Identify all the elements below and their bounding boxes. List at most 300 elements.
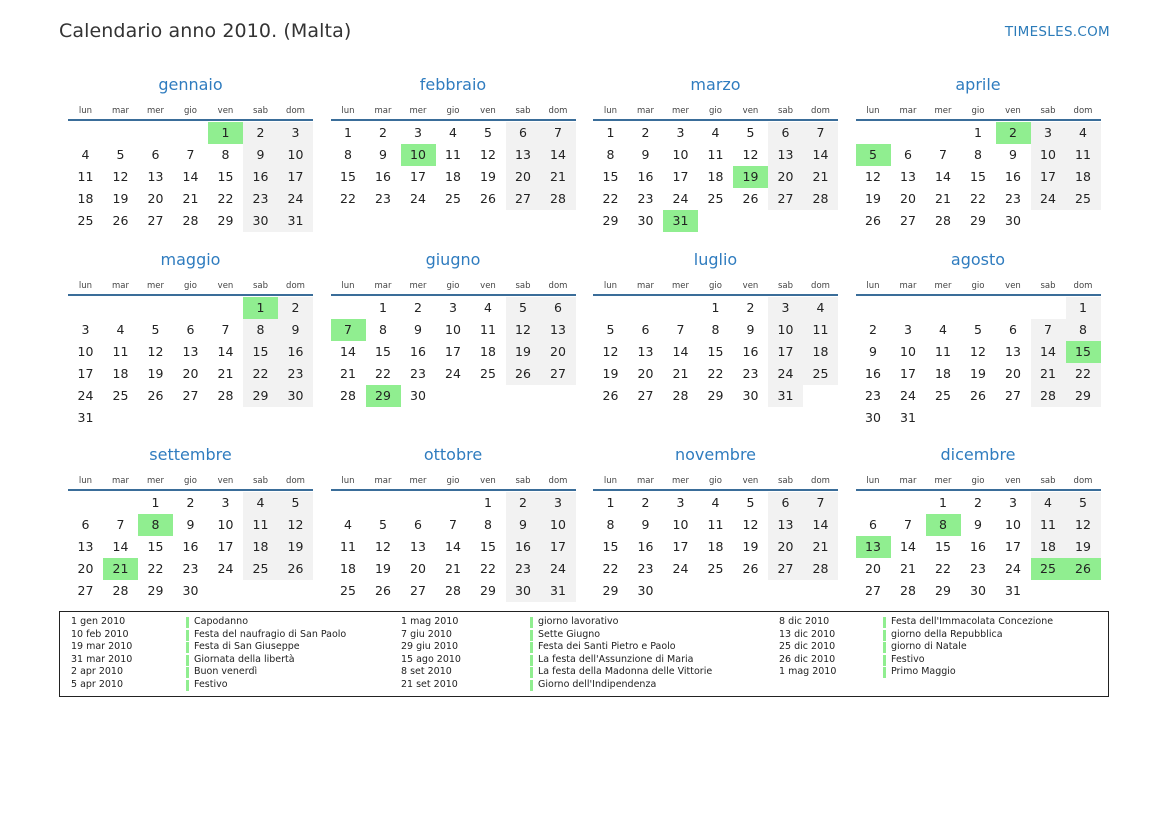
header-rule xyxy=(856,489,1101,491)
legend-names-column xyxy=(530,616,712,692)
day-cell: 3 xyxy=(541,492,576,514)
legend-date: 5 apr 2010 xyxy=(71,678,124,690)
week-row xyxy=(331,363,576,385)
empty-cell xyxy=(331,492,366,514)
day-cell: 26 xyxy=(375,583,391,598)
day-cell: 26 xyxy=(742,561,759,576)
day-cell: 12 xyxy=(602,344,619,359)
day-cell: 2 xyxy=(746,300,755,315)
weekday-label: dom xyxy=(1073,106,1093,116)
day-cell: 5 xyxy=(151,322,160,337)
day-cell: 30 xyxy=(243,210,278,232)
header-rule xyxy=(68,294,313,296)
day-cell: 19 xyxy=(865,191,881,206)
week-row xyxy=(68,297,313,319)
day-cell: 14 xyxy=(182,169,199,184)
day-cell: 22 xyxy=(147,561,164,576)
empty-cell xyxy=(663,580,698,602)
week-row xyxy=(856,558,1101,580)
day-cell: 5 xyxy=(746,125,755,140)
day-cell: 21 xyxy=(672,366,689,381)
day-cell: 11 xyxy=(112,344,129,359)
week-row xyxy=(593,514,838,536)
week-row xyxy=(856,319,1101,341)
day-cell: 24 xyxy=(768,363,803,385)
holiday-day-cell: 13 xyxy=(856,536,891,558)
empty-cell xyxy=(1066,580,1101,602)
site-link[interactable]: TIMESLES.COM xyxy=(1004,24,1110,40)
day-cell: 27 xyxy=(147,213,164,228)
day-cell: 9 xyxy=(641,517,650,532)
day-cell: 4 xyxy=(484,300,492,315)
day-cell: 27 xyxy=(768,558,803,580)
weekday-label: mer xyxy=(146,106,164,116)
day-cell: 17 xyxy=(410,169,426,184)
day-cell: 18 xyxy=(1031,536,1066,558)
weekday-label: ven xyxy=(480,476,496,486)
week-row xyxy=(856,407,1101,429)
day-cell: 4 xyxy=(1066,122,1101,144)
day-cell: 20 xyxy=(147,191,164,206)
legend-holiday-name: Festa dell'Immacolata Concezione xyxy=(883,616,1053,629)
empty-cell xyxy=(733,580,768,602)
empty-cell xyxy=(856,122,891,144)
header-rule xyxy=(331,489,576,491)
day-cell: 3 xyxy=(221,495,230,510)
day-cell: 31 xyxy=(541,580,576,602)
day-cell: 9 xyxy=(641,147,650,162)
empty-cell xyxy=(996,407,1031,429)
day-cell: 30 xyxy=(865,410,881,425)
weekday-label: dom xyxy=(548,476,568,486)
empty-cell xyxy=(926,122,961,144)
week-row xyxy=(856,363,1101,385)
day-cell: 29 xyxy=(243,385,278,407)
day-cell: 3 xyxy=(449,300,457,315)
day-cell: 30 xyxy=(506,580,541,602)
month-novembre xyxy=(593,444,838,598)
weekday-label: gio xyxy=(446,476,460,486)
header-rule xyxy=(68,489,313,491)
day-cell: 6 xyxy=(641,322,650,337)
page-title: Calendario anno 2010. (Malta) xyxy=(59,20,352,42)
day-cell: 5 xyxy=(974,322,982,337)
day-cell: 18 xyxy=(707,169,724,184)
day-cell: 7 xyxy=(803,492,838,514)
day-cell: 11 xyxy=(1031,514,1066,536)
day-cell: 17 xyxy=(1005,539,1021,554)
day-cell: 10 xyxy=(672,147,689,162)
empty-cell xyxy=(366,492,401,514)
empty-cell xyxy=(173,407,208,429)
day-cell: 26 xyxy=(147,388,164,403)
day-cell: 27 xyxy=(182,388,199,403)
day-cell: 19 xyxy=(278,536,313,558)
empty-cell xyxy=(961,407,996,429)
day-grid xyxy=(856,492,1101,602)
holiday-day-cell: 5 xyxy=(856,144,891,166)
week-row xyxy=(331,188,576,210)
day-cell: 27 xyxy=(900,213,916,228)
day-cell: 10 xyxy=(1005,517,1021,532)
day-cell: 10 xyxy=(278,144,313,166)
day-cell: 10 xyxy=(217,517,234,532)
day-cell: 19 xyxy=(970,366,986,381)
day-cell: 16 xyxy=(742,344,759,359)
empty-cell xyxy=(961,297,996,319)
month-luglio xyxy=(593,249,838,403)
empty-cell xyxy=(926,297,961,319)
empty-cell xyxy=(891,122,926,144)
day-cell: 21 xyxy=(900,561,916,576)
day-cell: 9 xyxy=(414,322,422,337)
legend-date: 29 giu 2010 xyxy=(401,641,458,653)
day-cell: 18 xyxy=(445,169,461,184)
day-cell: 4 xyxy=(243,492,278,514)
day-cell: 16 xyxy=(637,169,654,184)
day-cell: 22 xyxy=(340,191,356,206)
day-cell: 13 xyxy=(506,144,541,166)
holiday-day-cell: 8 xyxy=(138,514,173,536)
day-cell: 29 xyxy=(1066,385,1101,407)
day-cell: 7 xyxy=(541,122,576,144)
weekday-label: mar xyxy=(637,476,654,486)
day-cell: 2 xyxy=(869,322,877,337)
day-cell: 4 xyxy=(81,147,90,162)
day-cell: 17 xyxy=(77,366,94,381)
empty-cell xyxy=(278,407,313,429)
day-cell: 18 xyxy=(340,561,356,576)
day-cell: 1 xyxy=(711,300,720,315)
day-cell: 23 xyxy=(506,558,541,580)
weekday-label: mer xyxy=(934,106,952,116)
week-row xyxy=(331,514,576,536)
holiday-day-cell: 21 xyxy=(103,558,138,580)
day-cell: 10 xyxy=(672,517,689,532)
weekday-label: mar xyxy=(112,281,129,291)
week-row xyxy=(68,536,313,558)
day-cell: 3 xyxy=(81,322,90,337)
day-cell: 12 xyxy=(1066,514,1101,536)
day-cell: 19 xyxy=(506,341,541,363)
week-row xyxy=(856,536,1101,558)
day-cell: 1 xyxy=(606,125,615,140)
day-cell: 15 xyxy=(602,169,619,184)
day-cell: 12 xyxy=(506,319,541,341)
weekday-label: lun xyxy=(341,476,355,486)
day-cell: 28 xyxy=(900,583,916,598)
week-row xyxy=(68,188,313,210)
day-cell: 1 xyxy=(974,125,982,140)
day-cell: 1 xyxy=(379,300,387,315)
empty-cell xyxy=(103,492,138,514)
legend-date: 1 mag 2010 xyxy=(401,616,459,627)
weekday-label: dom xyxy=(811,281,830,291)
weekday-label: ven xyxy=(217,281,234,291)
day-cell: 20 xyxy=(768,536,803,558)
day-cell: 15 xyxy=(707,344,724,359)
day-cell: 21 xyxy=(182,191,199,206)
day-cell: 18 xyxy=(480,344,496,359)
day-cell: 25 xyxy=(1066,188,1101,210)
day-cell: 6 xyxy=(151,147,160,162)
month-name: settembre xyxy=(149,445,232,464)
empty-cell xyxy=(768,580,803,602)
day-cell: 15 xyxy=(340,169,356,184)
holiday-day-cell: 10 xyxy=(401,144,436,166)
weekday-label: gio xyxy=(184,476,197,486)
day-cell: 14 xyxy=(340,344,356,359)
day-cell: 23 xyxy=(375,191,391,206)
week-row xyxy=(856,580,1101,602)
weekday-label: mer xyxy=(934,281,952,291)
day-cell: 13 xyxy=(410,539,426,554)
empty-cell xyxy=(891,492,926,514)
weekday-label: dom xyxy=(286,106,305,116)
week-row xyxy=(331,166,576,188)
day-cell: 14 xyxy=(935,169,951,184)
day-cell: 27 xyxy=(541,363,576,385)
day-grid xyxy=(68,122,313,232)
day-cell: 20 xyxy=(637,366,654,381)
day-cell: 5 xyxy=(116,147,125,162)
week-row xyxy=(593,341,838,363)
holiday-day-cell: 29 xyxy=(366,385,401,407)
day-cell: 21 xyxy=(217,366,234,381)
week-row xyxy=(331,536,576,558)
week-row xyxy=(331,319,576,341)
weekday-header xyxy=(331,279,576,293)
empty-cell xyxy=(891,297,926,319)
day-cell: 9 xyxy=(1009,147,1017,162)
week-row xyxy=(68,407,313,429)
day-cell: 23 xyxy=(410,366,426,381)
day-cell: 4 xyxy=(711,125,720,140)
day-cell: 26 xyxy=(278,558,313,580)
week-row xyxy=(68,514,313,536)
day-cell: 30 xyxy=(742,388,759,403)
day-cell: 24 xyxy=(410,191,426,206)
day-cell: 24 xyxy=(278,188,313,210)
day-cell: 21 xyxy=(1031,363,1066,385)
month-name: ottobre xyxy=(423,445,483,464)
header-rule xyxy=(331,294,576,296)
legend-holiday-name: giorno lavorativo xyxy=(530,616,712,629)
day-cell: 29 xyxy=(602,213,619,228)
day-cell: 21 xyxy=(803,166,838,188)
day-cell: 31 xyxy=(278,210,313,232)
weekday-label: mar xyxy=(374,476,392,486)
legend-date: 13 dic 2010 xyxy=(779,628,836,640)
day-cell: 16 xyxy=(865,366,881,381)
week-row xyxy=(856,188,1101,210)
weekday-label: mer xyxy=(146,476,164,486)
day-cell: 9 xyxy=(869,344,877,359)
day-cell: 18 xyxy=(935,366,951,381)
day-cell: 29 xyxy=(602,583,619,598)
weekday-header xyxy=(856,279,1101,293)
day-cell: 5 xyxy=(506,297,541,319)
day-cell: 25 xyxy=(803,363,838,385)
day-cell: 21 xyxy=(541,166,576,188)
month-name: dicembre xyxy=(940,445,1016,464)
day-cell: 27 xyxy=(865,583,881,598)
weekday-label: gio xyxy=(971,281,985,291)
day-cell: 8 xyxy=(379,322,387,337)
day-cell: 7 xyxy=(449,517,457,532)
day-cell: 3 xyxy=(1009,495,1017,510)
day-cell: 3 xyxy=(676,125,685,140)
weekday-label: ven xyxy=(742,106,759,116)
legend-names-column xyxy=(883,616,1053,679)
day-cell: 31 xyxy=(768,385,803,407)
day-cell: 18 xyxy=(707,539,724,554)
legend-holiday-name: Buon venerdì xyxy=(186,666,346,679)
holiday-day-cell: 15 xyxy=(1066,341,1101,363)
day-cell: 3 xyxy=(414,125,422,140)
day-cell: 7 xyxy=(1031,319,1066,341)
day-cell: 31 xyxy=(77,410,94,425)
week-row xyxy=(68,363,313,385)
empty-cell xyxy=(733,210,768,232)
day-cell: 11 xyxy=(707,147,724,162)
empty-cell xyxy=(593,297,628,319)
day-cell: 16 xyxy=(278,341,313,363)
empty-cell xyxy=(1031,210,1066,232)
empty-cell xyxy=(68,297,103,319)
legend-holiday-name: Giorno dell'Indipendenza xyxy=(530,679,712,692)
day-cell: 1 xyxy=(939,495,947,510)
weekday-label: gio xyxy=(184,106,197,116)
day-cell: 11 xyxy=(480,322,496,337)
month-name: agosto xyxy=(950,250,1006,269)
day-cell: 12 xyxy=(742,147,759,162)
day-cell: 7 xyxy=(186,147,195,162)
day-grid xyxy=(68,297,313,429)
day-cell: 27 xyxy=(77,583,94,598)
legend-date: 8 set 2010 xyxy=(401,666,452,678)
day-cell: 8 xyxy=(606,147,615,162)
day-cell: 25 xyxy=(77,213,94,228)
day-cell: 5 xyxy=(379,517,387,532)
day-cell: 27 xyxy=(410,583,426,598)
day-cell: 4 xyxy=(711,495,720,510)
day-cell: 19 xyxy=(1066,536,1101,558)
month-name: maggio xyxy=(160,250,221,269)
legend-holiday-name: Festa del naufragio di San Paolo xyxy=(186,629,346,642)
header-rule xyxy=(68,119,313,121)
weekday-label: lun xyxy=(341,106,355,116)
day-cell: 17 xyxy=(278,166,313,188)
day-cell: 1 xyxy=(606,495,615,510)
empty-cell xyxy=(1031,407,1066,429)
day-cell: 13 xyxy=(77,539,94,554)
day-cell: 24 xyxy=(900,388,916,403)
empty-cell xyxy=(436,492,471,514)
legend-date: 15 ago 2010 xyxy=(401,653,461,665)
weekday-label: mer xyxy=(934,476,952,486)
day-cell: 13 xyxy=(768,514,803,536)
day-cell: 12 xyxy=(278,514,313,536)
weekday-label: gio xyxy=(709,281,722,291)
weekday-label: sab xyxy=(252,281,269,291)
weekday-label: sab xyxy=(777,476,794,486)
day-cell: 15 xyxy=(147,539,164,554)
weekday-label: mar xyxy=(112,476,129,486)
weekday-label: dom xyxy=(548,281,568,291)
day-cell: 23 xyxy=(182,561,199,576)
weekday-label: lun xyxy=(603,106,618,116)
week-row xyxy=(856,514,1101,536)
day-cell: 22 xyxy=(602,561,619,576)
week-row xyxy=(68,166,313,188)
month-name: marzo xyxy=(690,75,741,94)
day-cell: 2 xyxy=(278,297,313,319)
day-cell: 25 xyxy=(480,366,496,381)
holiday-day-cell: 25 xyxy=(1031,558,1066,580)
day-cell: 14 xyxy=(900,539,916,554)
empty-cell xyxy=(803,385,838,407)
weekday-label: ven xyxy=(217,106,234,116)
day-cell: 9 xyxy=(746,322,755,337)
day-cell: 22 xyxy=(707,366,724,381)
weekday-label: ven xyxy=(217,476,234,486)
empty-cell xyxy=(698,580,733,602)
day-cell: 22 xyxy=(935,561,951,576)
day-cell: 20 xyxy=(541,341,576,363)
day-cell: 12 xyxy=(742,517,759,532)
day-cell: 16 xyxy=(1005,169,1021,184)
day-cell: 8 xyxy=(711,322,720,337)
weekday-label: gio xyxy=(709,106,722,116)
day-cell: 24 xyxy=(445,366,461,381)
day-cell: 11 xyxy=(1066,144,1101,166)
day-cell: 17 xyxy=(672,169,689,184)
day-cell: 3 xyxy=(676,495,685,510)
month-gennaio xyxy=(68,74,313,228)
week-row xyxy=(593,492,838,514)
legend-holiday-name: giorno della Repubblica xyxy=(883,629,1053,642)
day-cell: 14 xyxy=(672,344,689,359)
day-cell: 18 xyxy=(803,341,838,363)
day-grid xyxy=(593,122,838,232)
day-cell: 22 xyxy=(243,363,278,385)
day-cell: 19 xyxy=(147,366,164,381)
day-cell: 4 xyxy=(116,322,125,337)
empty-cell xyxy=(68,492,103,514)
week-row xyxy=(856,166,1101,188)
day-cell: 7 xyxy=(221,322,230,337)
day-cell: 31 xyxy=(1005,583,1021,598)
weekday-label: mer xyxy=(671,106,689,116)
day-cell: 4 xyxy=(449,125,457,140)
legend-holiday-name: Festa dei Santi Pietro e Paolo xyxy=(530,641,712,654)
empty-cell xyxy=(208,407,243,429)
day-cell: 28 xyxy=(340,388,356,403)
weekday-label: lun xyxy=(341,281,355,291)
weekday-label: sab xyxy=(1040,106,1056,116)
weekday-header xyxy=(856,474,1101,488)
day-cell: 18 xyxy=(243,536,278,558)
legend-holiday-name: Sette Giugno xyxy=(530,629,712,642)
month-name: aprile xyxy=(955,75,1001,94)
day-cell: 21 xyxy=(445,561,461,576)
legend-date: 19 mar 2010 xyxy=(71,641,133,653)
week-row xyxy=(331,580,576,602)
day-cell: 4 xyxy=(344,517,352,532)
empty-cell xyxy=(103,122,138,144)
day-cell: 7 xyxy=(939,147,947,162)
